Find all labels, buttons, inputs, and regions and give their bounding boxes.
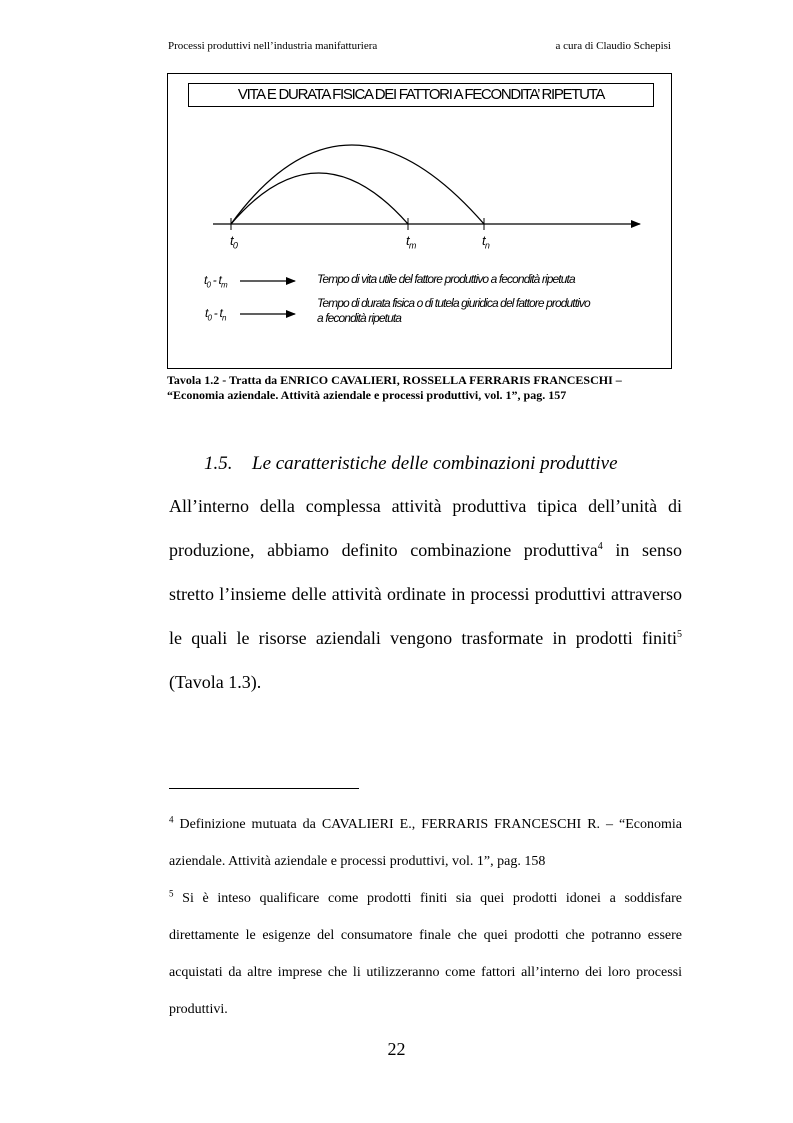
figure-caption: Tavola 1.2 - Tratta da ENRICO CAVALIERI, ROSSELLA FERRARIS FRANCESCHI – “Economia aziendale. Attività aziendale e processi produttivi, vol. 1”, pag. 157 xyxy=(167,373,622,402)
figure-box xyxy=(167,73,672,369)
tick-label-tn: $t_n$ xyxy=(482,233,490,251)
footnote-4: $^4$ Definizione mutuata da CAVALIERI E., FERRARIS FRANCESCHI R. – “Economia aziendale. Attività aziendale e processi produttivi, vol. 1”, pag. 158 xyxy=(169,814,682,869)
page-number: 22 xyxy=(387,1039,406,1059)
tick-label-t0: $t_0$ xyxy=(230,233,238,251)
curve-physical-life xyxy=(231,145,484,224)
footnote-ref-4: 4 xyxy=(597,541,603,552)
section-number: 1.5. xyxy=(204,453,233,474)
running-header-title: Processi produttivi nell’industria manifatturiera xyxy=(168,40,378,52)
running-header-author: a cura di Claudio Schepisi xyxy=(555,40,671,52)
footnote-5: $^5$ Si è inteso qualificare come prodotti finiti sia quei prodotti idonei a soddisfare direttamente le esigenze del consumatore finale che quei prodotti che potranno essere acquistati da altre imprese che li utilizzeranno come fattori all’interno dei loro processi produttivi. xyxy=(169,888,682,1017)
footnote-separator xyxy=(169,788,359,789)
legend-key-t0-tm: $t_0 - t_m$ xyxy=(204,273,227,290)
body-paragraph: All’interno della complessa attività produttiva tipica dell’unità di produzione, abbiamo definito combinazione produttiva$^4$ in senso stretto l’insieme delle attività ordinate in processi produttivi attraverso le quali le risorse aziendali vengono trasformate in prodotti finiti$^5$ (Tavola 1.3). xyxy=(169,496,682,692)
legend-desc-useful-life: Tempo di vita utile del fattore produttivo a fecondità ripetuta xyxy=(317,272,575,286)
footnote-ref-5: 5 xyxy=(677,629,682,640)
curve-useful-life xyxy=(231,173,408,224)
legend-key-t0-tn: $t_0 - t_n$ xyxy=(205,306,226,323)
tick-label-tm: $t_m$ xyxy=(406,233,416,251)
legend-desc-physical-life: Tempo di durata fisica o di tutela giuridica del fattore produttivo a fecondità ripetuta xyxy=(317,296,590,325)
figure-title: VITA E DURATA FISICA DEI FATTORI A FECONDITA’ RIPETUTA xyxy=(188,83,654,107)
section-title-text: Le caratteristiche delle combinazioni produttive xyxy=(252,453,618,474)
section-heading xyxy=(204,453,618,475)
footnotes xyxy=(169,806,682,1028)
